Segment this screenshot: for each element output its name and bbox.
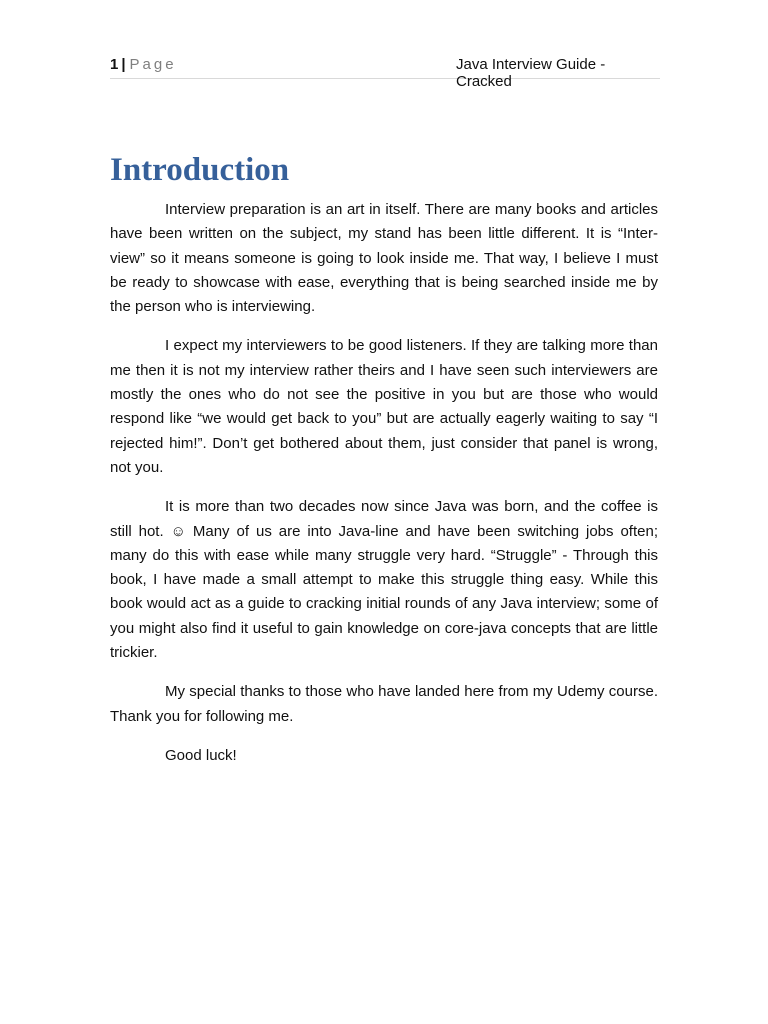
paragraph-5: Good luck! (165, 746, 237, 764)
page-word: Page (129, 56, 177, 73)
paragraph-3: It is more than two decades now since Java was born, and the coffee is still hot. ☺ Many of us are into Java-line and have been switching jobs often; many do this with ease while many struggle very hard. “Struggle” - Through this book, I have made a small attempt to make this struggle thing easy. While this book would act as a guide to cracking initial rounds of any Java interview; some of you might also find it useful to gain knowledge on core-java concepts that are little trickier. (110, 498, 658, 662)
body-text (110, 198, 658, 783)
document-title: Java Interview Guide - Cracked (456, 56, 606, 90)
section-heading: Introduction (110, 152, 290, 188)
page-header (110, 56, 660, 90)
paragraph-1: Interview preparation is an art in itself. There are many books and articles have been written on the subject, my stand has been little different. It is “Inter-view” so it means someone is going to look inside me. That way, I believe I must be ready to showcase with ease, everything that is being searched inside me by the person who is interviewing. (110, 201, 658, 316)
paragraph-4: My special thanks to those who have landed here from my Udemy course. Thank you for following me. (110, 683, 658, 725)
paragraph-2: I expect my interviewers to be good listeners. If they are talking more than me then it is not my interview rather theirs and I have seen such interviewers are mostly the ones who do not see the positive in you but are those who would respond like “we would get back to you” but are actually eagerly waiting to say “I rejected him!”. Don’t get bothered about them, just consider that panel is wrong, not you. (110, 337, 658, 476)
page-number-label (110, 56, 177, 73)
page-number: 1 (110, 56, 119, 73)
page-separator: | (121, 56, 126, 73)
